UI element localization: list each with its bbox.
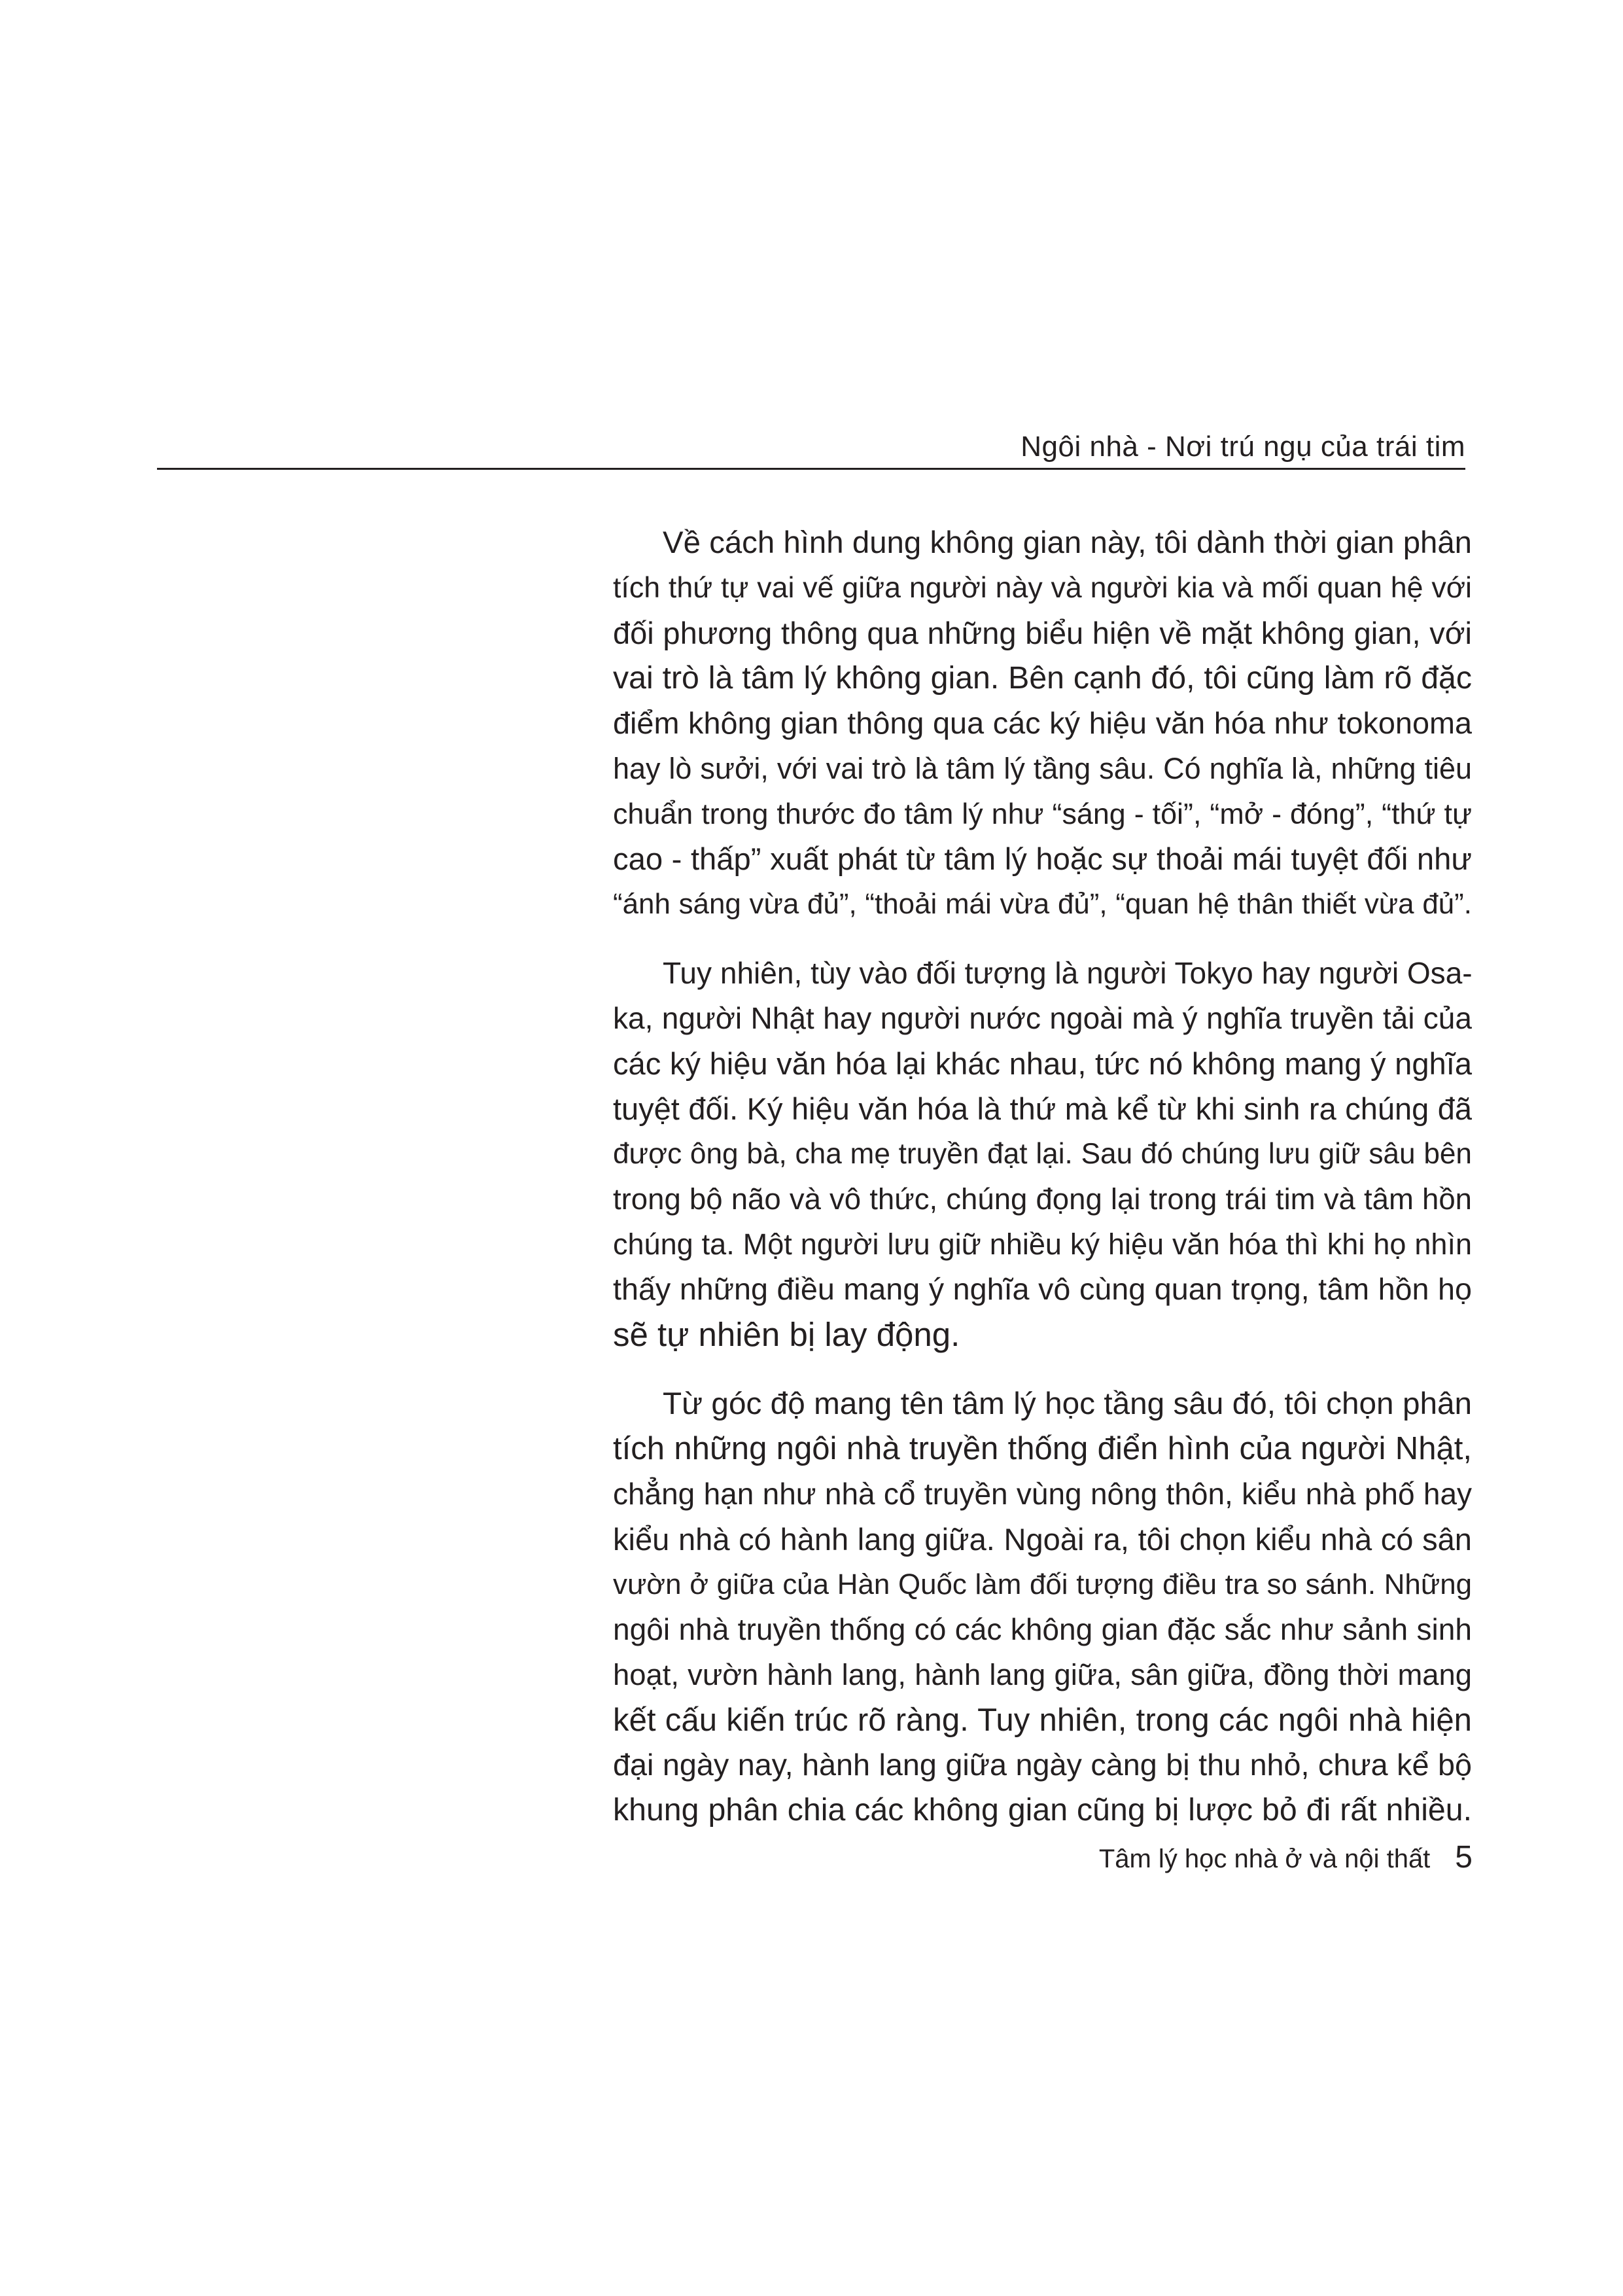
text-line: ngôi nhà truyền thống có các không gian đặc sắc như sảnh sinh [613, 1612, 1472, 1646]
text-line: đại ngày nay, hành lang giữa ngày càng bị thu nhỏ, chưa kể bộ [613, 1748, 1472, 1782]
text-line: đối phương thông qua những biểu hiện về mặt không gian, với [613, 616, 1472, 650]
text-line: kết cấu kiến trúc rõ ràng. Tuy nhiên, trong các ngôi nhà hiện [613, 1702, 1472, 1738]
text-line: Từ góc độ mang tên tâm lý học tầng sâu đó, tôi chọn phân [663, 1386, 1472, 1421]
body-text [613, 520, 1472, 1857]
running-header-title: Ngôi nhà - Nơi trú ngụ của trái tim [1021, 431, 1465, 463]
text-line: sẽ tự nhiên bị lay động. [613, 1316, 960, 1353]
text-line: vườn ở giữa của Hàn Quốc làm đối tượng điều tra so sánh. Những [613, 1568, 1472, 1600]
text-line: tuyệt đối. Ký hiệu văn hóa là thứ mà kể từ khi sinh ra chúng đã [613, 1091, 1472, 1126]
running-footer [1099, 1839, 1473, 1885]
text-line: chuẩn trong thước đo tâm lý như “sáng - tối”, “mở - đóng”, “thứ tự [613, 797, 1472, 830]
header-rule [157, 468, 1465, 470]
footer-book-title: Tâm lý học nhà ở và nội thất [1098, 1845, 1431, 1873]
text-line: thấy những điều mang ý nghĩa vô cùng quan trọng, tâm hồn họ [613, 1272, 1472, 1306]
text-line: ka, người Nhật hay người nước ngoài mà ý nghĩa truyền tải của [613, 1001, 1472, 1035]
text-line: trong bộ não và vô thức, chúng đọng lại trong trái tim và tâm hồn [613, 1182, 1472, 1216]
text-line: hay lò sưởi, với vai trò là tâm lý tầng sâu. Có nghĩa là, những tiêu [613, 752, 1472, 785]
text-line: khung phân chia các không gian cũng bị lược bỏ đi rất nhiều. [613, 1792, 1472, 1828]
page-number: 5 [1455, 1840, 1473, 1875]
text-line: điểm không gian thông qua các ký hiệu văn hóa như tokonoma [613, 706, 1472, 740]
text-line: chẳng hạn như nhà cổ truyền vùng nông thôn, kiểu nhà phố hay [613, 1477, 1472, 1511]
text-line: cao - thấp” xuất phát từ tâm lý hoặc sự thoải mái tuyệt đối như [613, 841, 1472, 876]
text-line: tích những ngôi nhà truyền thống điển hình của người Nhật, [613, 1431, 1472, 1466]
text-line: Về cách hình dung không gian này, tôi dành thời gian phân [663, 525, 1472, 560]
text-line: các ký hiệu văn hóa lại khác nhau, tức nó không mang ý nghĩa [613, 1046, 1472, 1081]
text-line: kiểu nhà có hành lang giữa. Ngoài ra, tôi chọn kiểu nhà có sân [613, 1522, 1472, 1557]
text-line: tích thứ tự vai vế giữa người này và người kia và mối quan hệ với [613, 572, 1472, 604]
text-line: chúng ta. Một người lưu giữ nhiều ký hiệu văn hóa thì khi họ nhìn [613, 1227, 1472, 1261]
paragraph [613, 1381, 1472, 1833]
text-line: Tuy nhiên, tùy vào đối tượng là người Tokyo hay người Osa- [663, 956, 1473, 990]
running-header [157, 411, 1465, 470]
text-line: được ông bà, cha mẹ truyền đạt lại. Sau đó chúng lưu giữ sâu bên [613, 1138, 1472, 1170]
text-line: “ánh sáng vừa đủ”, “thoải mái vừa đủ”, “quan hệ thân thiết vừa đủ”. [613, 888, 1472, 920]
text-line: hoạt, vườn hành lang, hành lang giữa, sân giữa, đồng thời mang [613, 1658, 1472, 1691]
paragraph [613, 951, 1472, 1357]
paragraph [613, 520, 1472, 927]
text-line: vai trò là tâm lý không gian. Bên cạnh đó, tôi cũng làm rõ đặc [613, 660, 1472, 696]
